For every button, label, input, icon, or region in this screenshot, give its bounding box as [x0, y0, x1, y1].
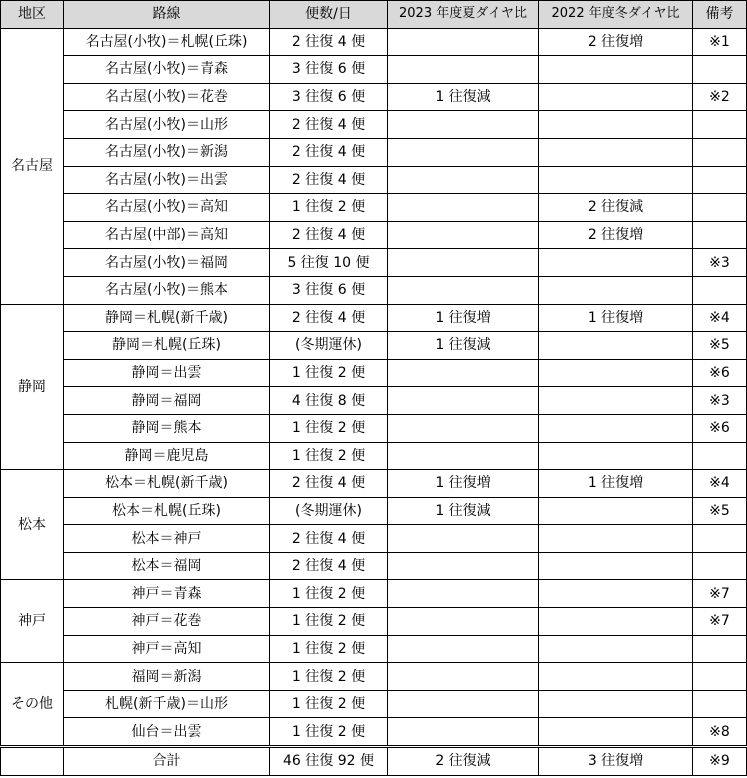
note-cell: ※7 [693, 608, 747, 636]
note-cell: ※5 [693, 497, 747, 525]
vs-summer-cell [388, 276, 539, 304]
route-cell: 札幌(新千歳)＝山形 [64, 690, 270, 718]
table-row [1, 387, 747, 415]
table-row [1, 83, 747, 111]
route-cell: 静岡＝鹿児島 [64, 442, 270, 470]
route-cell: 神戸＝花巻 [64, 608, 270, 636]
route-cell: 静岡＝札幌(新千歳) [64, 304, 270, 332]
total-region-cell [1, 747, 64, 776]
total-vs-summer: 2 往復減 [388, 747, 539, 776]
vs-summer-cell: 1 往復減 [388, 332, 539, 360]
table-row [1, 414, 747, 442]
header-route: 路線 [64, 1, 270, 29]
table-body [1, 28, 747, 746]
vs-summer-cell: 1 往復減 [388, 497, 539, 525]
table-row [1, 718, 747, 747]
route-cell: 神戸＝青森 [64, 580, 270, 608]
note-cell [693, 276, 747, 304]
table-row [1, 332, 747, 360]
route-cell: 名古屋(小牧)＝青森 [64, 56, 270, 84]
region-cell: 静岡 [1, 304, 64, 470]
region-cell: 松本 [1, 470, 64, 580]
vs-winter-cell [539, 580, 693, 608]
vs-summer-cell: 1 往復減 [388, 83, 539, 111]
route-cell: 名古屋(中部)＝高知 [64, 221, 270, 249]
note-cell [693, 442, 747, 470]
table-row [1, 608, 747, 636]
table-row [1, 359, 747, 387]
table-row [1, 552, 747, 580]
table-row [1, 249, 747, 277]
note-cell [693, 525, 747, 553]
table-row [1, 663, 747, 691]
flights-cell: 3 往復 6 便 [270, 56, 388, 84]
vs-winter-cell [539, 166, 693, 194]
note-cell [693, 221, 747, 249]
total-row [1, 747, 747, 776]
vs-winter-cell [539, 442, 693, 470]
flights-cell: 2 往復 4 便 [270, 470, 388, 498]
vs-winter-cell [539, 83, 693, 111]
table-row [1, 497, 747, 525]
vs-winter-cell [539, 718, 693, 747]
vs-summer-cell [388, 580, 539, 608]
route-cell: 神戸＝高知 [64, 635, 270, 663]
table-row [1, 580, 747, 608]
vs-summer-cell [388, 525, 539, 553]
vs-summer-cell: 1 往復増 [388, 470, 539, 498]
table-row [1, 221, 747, 249]
route-cell: 仙台＝出雲 [64, 718, 270, 747]
route-cell: 名古屋(小牧)＝札幌(丘珠) [64, 28, 270, 56]
flights-cell: 2 往復 4 便 [270, 221, 388, 249]
table-row [1, 166, 747, 194]
route-cell: 静岡＝熊本 [64, 414, 270, 442]
table-row [1, 525, 747, 553]
vs-winter-cell: 2 往復増 [539, 221, 693, 249]
note-cell [693, 635, 747, 663]
vs-winter-cell [539, 111, 693, 139]
flights-cell: 1 往復 2 便 [270, 194, 388, 222]
vs-winter-cell [539, 332, 693, 360]
route-cell: 名古屋(小牧)＝山形 [64, 111, 270, 139]
route-cell: 松本＝札幌(新千歳) [64, 470, 270, 498]
note-cell: ※7 [693, 580, 747, 608]
flights-cell: 1 往復 2 便 [270, 635, 388, 663]
route-cell: 名古屋(小牧)＝熊本 [64, 276, 270, 304]
table-row [1, 470, 747, 498]
vs-summer-cell [388, 608, 539, 636]
flights-cell: 3 往復 6 便 [270, 83, 388, 111]
flights-cell: 1 往復 2 便 [270, 608, 388, 636]
vs-summer-cell [388, 387, 539, 415]
table-row [1, 276, 747, 304]
vs-summer-cell [388, 359, 539, 387]
route-cell: 松本＝神戸 [64, 525, 270, 553]
header-note: 備考 [693, 1, 747, 29]
vs-winter-cell [539, 414, 693, 442]
region-cell: 名古屋 [1, 28, 64, 304]
vs-summer-cell [388, 166, 539, 194]
note-cell [693, 690, 747, 718]
vs-winter-cell [539, 387, 693, 415]
vs-summer-cell [388, 718, 539, 747]
table-row [1, 442, 747, 470]
vs-winter-cell: 2 往復減 [539, 194, 693, 222]
vs-winter-cell [539, 552, 693, 580]
header-region: 地区 [1, 1, 64, 29]
vs-summer-cell [388, 28, 539, 56]
note-cell: ※2 [693, 83, 747, 111]
flights-cell: 2 往復 4 便 [270, 304, 388, 332]
note-cell: ※4 [693, 470, 747, 498]
table-row [1, 56, 747, 84]
total-vs-winter: 3 往復増 [539, 747, 693, 776]
note-cell [693, 552, 747, 580]
flights-cell: 2 往復 4 便 [270, 552, 388, 580]
note-cell: ※5 [693, 332, 747, 360]
total-note: ※9 [693, 747, 747, 776]
vs-summer-cell [388, 442, 539, 470]
table-row [1, 111, 747, 139]
route-cell: 松本＝札幌(丘珠) [64, 497, 270, 525]
note-cell: ※6 [693, 414, 747, 442]
note-cell [693, 111, 747, 139]
note-cell: ※3 [693, 249, 747, 277]
flights-cell: 1 往復 2 便 [270, 359, 388, 387]
note-cell [693, 663, 747, 691]
flights-cell: 1 往復 2 便 [270, 663, 388, 691]
table-row [1, 138, 747, 166]
note-cell: ※1 [693, 28, 747, 56]
route-cell: 名古屋(小牧)＝出雲 [64, 166, 270, 194]
vs-winter-cell: 1 往復増 [539, 470, 693, 498]
vs-summer-cell [388, 249, 539, 277]
flights-cell: 1 往復 2 便 [270, 442, 388, 470]
vs-summer-cell [388, 138, 539, 166]
note-cell [693, 166, 747, 194]
flights-cell: 3 往復 6 便 [270, 276, 388, 304]
region-cell: 神戸 [1, 580, 64, 663]
vs-summer-cell [388, 221, 539, 249]
flights-cell: 1 往復 2 便 [270, 580, 388, 608]
vs-winter-cell [539, 635, 693, 663]
route-cell: 静岡＝出雲 [64, 359, 270, 387]
vs-summer-cell [388, 690, 539, 718]
table-row [1, 690, 747, 718]
vs-winter-cell [539, 138, 693, 166]
flights-cell: 1 往復 2 便 [270, 414, 388, 442]
header-vs-summer: 2023 年度夏ダイヤ比 [388, 1, 539, 29]
vs-winter-cell [539, 525, 693, 553]
flights-cell: (冬期運休) [270, 332, 388, 360]
vs-summer-cell [388, 663, 539, 691]
route-cell: 静岡＝札幌(丘珠) [64, 332, 270, 360]
flights-cell: 2 往復 4 便 [270, 111, 388, 139]
vs-summer-cell [388, 414, 539, 442]
header-flights: 便数/日 [270, 1, 388, 29]
vs-winter-cell [539, 249, 693, 277]
note-cell: ※3 [693, 387, 747, 415]
flights-cell: 2 往復 4 便 [270, 166, 388, 194]
vs-winter-cell [539, 663, 693, 691]
vs-summer-cell [388, 194, 539, 222]
note-cell: ※6 [693, 359, 747, 387]
vs-summer-cell [388, 111, 539, 139]
flights-cell: 2 往復 4 便 [270, 525, 388, 553]
flights-cell: 1 往復 2 便 [270, 718, 388, 747]
route-cell: 名古屋(小牧)＝高知 [64, 194, 270, 222]
vs-summer-cell [388, 635, 539, 663]
route-cell: 松本＝福岡 [64, 552, 270, 580]
vs-winter-cell: 1 往復増 [539, 304, 693, 332]
header-vs-winter: 2022 年度冬ダイヤ比 [539, 1, 693, 29]
flights-cell: 4 往復 8 便 [270, 387, 388, 415]
vs-winter-cell [539, 276, 693, 304]
table-row [1, 194, 747, 222]
table-row [1, 304, 747, 332]
flights-cell: 2 往復 4 便 [270, 28, 388, 56]
route-cell: 福岡＝新潟 [64, 663, 270, 691]
vs-winter-cell [539, 359, 693, 387]
header-row [1, 1, 747, 29]
flights-cell: 2 往復 4 便 [270, 138, 388, 166]
route-cell: 名古屋(小牧)＝新潟 [64, 138, 270, 166]
vs-summer-cell [388, 552, 539, 580]
vs-winter-cell [539, 690, 693, 718]
route-cell: 名古屋(小牧)＝福岡 [64, 249, 270, 277]
vs-summer-cell [388, 56, 539, 84]
flights-cell: (冬期運休) [270, 497, 388, 525]
vs-summer-cell: 1 往復増 [388, 304, 539, 332]
table-row [1, 28, 747, 56]
flights-cell: 1 往復 2 便 [270, 690, 388, 718]
vs-winter-cell [539, 56, 693, 84]
flights-cell: 5 往復 10 便 [270, 249, 388, 277]
total-flights: 46 往復 92 便 [270, 747, 388, 776]
region-cell: その他 [1, 663, 64, 747]
note-cell [693, 56, 747, 84]
note-cell: ※4 [693, 304, 747, 332]
route-cell: 静岡＝福岡 [64, 387, 270, 415]
note-cell: ※8 [693, 718, 747, 747]
table-row [1, 635, 747, 663]
total-label: 合計 [64, 747, 270, 776]
vs-winter-cell [539, 608, 693, 636]
vs-winter-cell [539, 497, 693, 525]
route-cell: 名古屋(小牧)＝花巻 [64, 83, 270, 111]
note-cell [693, 194, 747, 222]
vs-winter-cell: 2 往復増 [539, 28, 693, 56]
note-cell [693, 138, 747, 166]
